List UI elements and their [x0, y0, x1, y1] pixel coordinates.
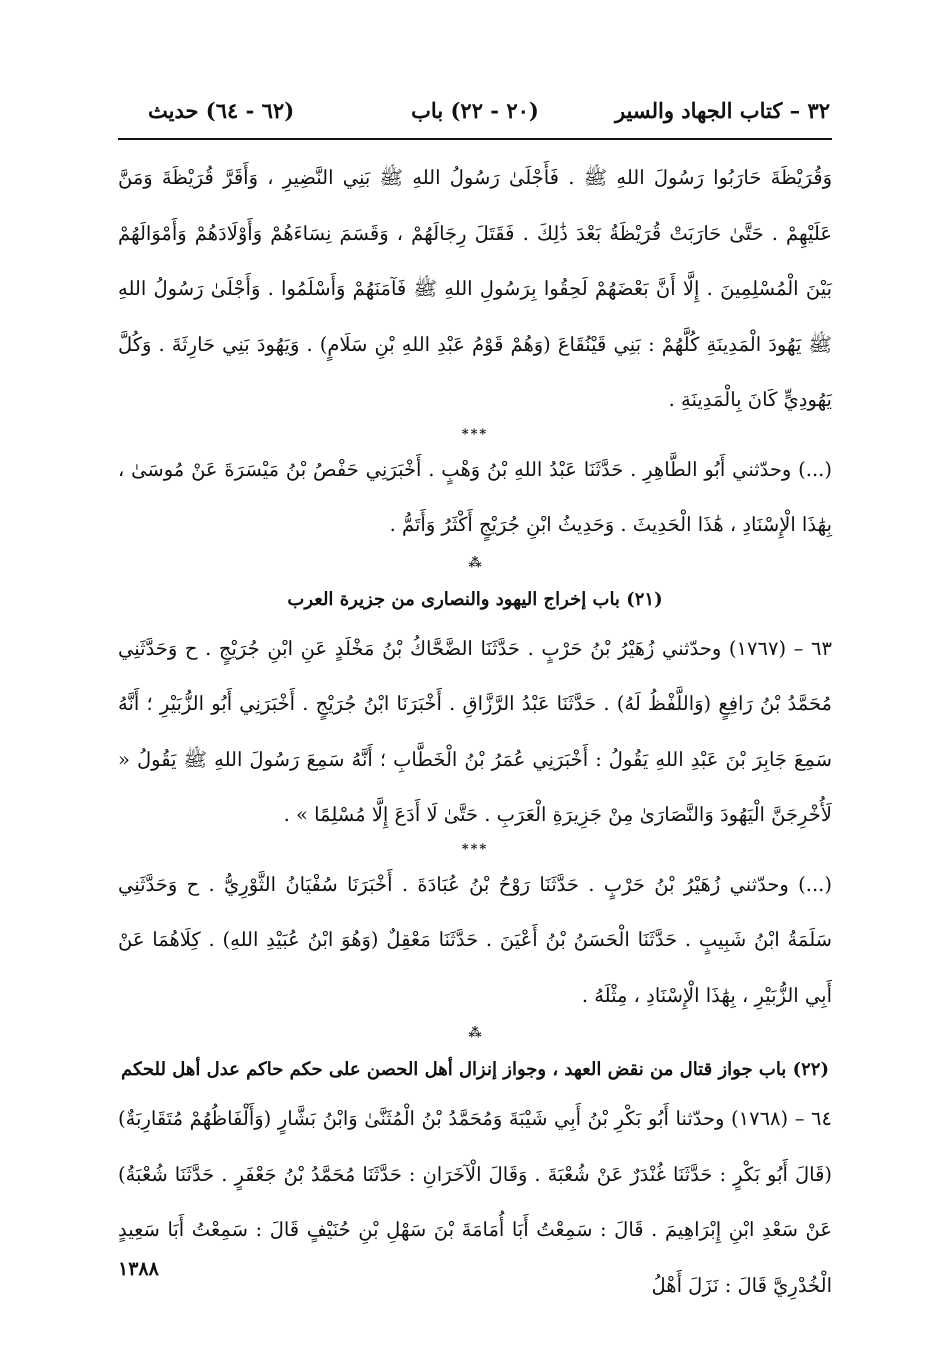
hadith-64: ٦٤ – (١٧٦٨) وحدّثنا أَبُو بَكْرِ بْنُ أَبِي شَيْبَةَ وَمُحَمَّدُ بْنُ الْمُثَنَّىٰ وَابْنُ بَشَّارٍ (وَأَلْفَاظُهُمْ مُتَقَارِبَةٌ) (قَالَ أَبُو بَكْرٍ : حَدَّثَنَا غُنْدَرٌ عَنْ شُعْبَةَ . وَقَالَ الْآخَرَانِ : حَدَّثَنَا مُحَمَّدُ بْنُ جَعْفَرٍ . حَدَّثَنَا شُعْبَةُ) عَنْ سَعْدِ ابْنِ إِبْرَاهِيمَ . قَالَ : سَمِعْتُ أَبَا أُمَامَةَ بْنَ سَهْلِ بْنِ حُنَيْفٍ قَالَ : سَمِعْتُ أَبَا سَعِيدٍ الْخُدْرِيَّ قَالَ : نَزَلَ أَهْلُ — [118, 1107, 832, 1297]
separator-asterisks: *** — [461, 841, 489, 857]
main-text — [118, 150, 832, 1313]
section-divider: ⁂ — [468, 1026, 482, 1041]
paragraph-variant-chain: (...) وحدّثني أَبُو الطَّاهِرِ . حَدَّثَنَا عَبْدُ اللهِ بْنُ وَهْبٍ . أَخْبَرَنِي حَفْصُ بْنُ مَيْسَرَةَ عَنْ مُوسَىٰ ، بِهَٰذَا الْإِسْنَادِ ، هَٰذَا الْحَدِيثَ . وَحَدِيثُ ابْنِ جُرَيْجٍ أَكْثَرُ وَأَتَمُّ . — [118, 457, 832, 536]
paragraph-variant-chain: (...) وحدّثني زُهَيْرُ بْنُ حَرْبٍ . حَدَّثَنَا رَوْحُ بْنُ عُبَادَةَ . أَخْبَرَنَا سُفْيَانُ الثَّوْرِيُّ . ح وَحَدَّثَنِي سَلَمَةُ ابْنُ شَبِيبٍ . حَدَّثَنَا الْحَسَنُ بْنُ أَعْيَنَ . حَدَّثَنَا مَعْقِلٌ (وَهُوَ ابْنُ عُبَيْدِ اللهِ) . كِلَاهُمَا عَنْ أَبِي الزُّبَيْرِ ، بِهَٰذَا الْإِسْنَادِ ، مِثْلَهُ . — [118, 872, 832, 1007]
header-bab-range: (٢٠ - ٢٢) باب — [411, 98, 539, 123]
separator-asterisks: *** — [461, 426, 489, 442]
chapter-heading-21: (٢١) باب إخراج اليهود والنصارى من جزيرة العرب — [287, 588, 663, 610]
hadith-63: ٦٣ – (١٧٦٧) وحدّثني زُهَيْرُ بْنُ حَرْبٍ . حَدَّثَنَا الضَّحَّاكُ بْنُ مَخْلَدٍ عَنِ ابْنِ جُرَيْجٍ . ح وَحَدَّثَنِي مُحَمَّدُ بْنُ رَافِعٍ (وَاللَّفْظُ لَهُ) . حَدَّثَنَا عَبْدُ الرَّزَّاقِ . أَخْبَرَنَا ابْنُ جُرَيْجٍ . أَخْبَرَنِي أَبُو الزُّبَيْرِ ؛ أَنَّهُ سَمِعَ جَابِرَ بْنَ عَبْدِ اللهِ يَقُولُ : أَخْبَرَنِي عُمَرُ بْنُ الْخَطَّابِ ؛ أَنَّهُ سَمِعَ رَسُولَ اللهِ ﷺ يَقُولُ « لَأُخْرِجَنَّ الْيَهُودَ وَالنَّصَارَىٰ مِنْ جَزِيرَةِ الْعَرَبِ . حَتَّىٰ لَا أَدَعَ إِلَّا مُسْلِمًا » . — [118, 636, 832, 826]
header-rule — [118, 138, 832, 140]
chapter-heading-22: (٢٢) باب جواز قتال من نقض العهد ، وجواز إنزال أهل الحصن على حكم حاكم عدل أهل للحكم — [121, 1059, 829, 1080]
page-number: ١٣٨٨ — [118, 1258, 159, 1280]
header-hadith-range: (٦٢ - ٦٤) حديث — [148, 98, 295, 123]
section-divider: ⁂ — [468, 555, 482, 571]
running-header — [120, 92, 830, 132]
paragraph-continuation: وَقُرَيْظَةَ حَارَبُوا رَسُولَ اللهِ ﷺ . فَأَجْلَىٰ رَسُولُ اللهِ ﷺ بَنِي النَّضِيرِ ، وَأَقَرَّ قُرَيْظَةَ وَمَنَّ عَلَيْهِمْ . حَتَّىٰ حَارَبَتْ قُرَيْظَةُ بَعْدَ ذَٰلِكَ . فَقَتَلَ رِجَالَهُمْ ، وَقَسَمَ نِسَاءَهُمْ وَأَوْلَادَهُمْ وَأَمْوَالَهُمْ بَيْنَ الْمُسْلِمِينَ . إِلَّا أَنَّ بَعْضَهُمْ لَحِقُوا بِرَسُولِ اللهِ ﷺ فَآمَنَهُمْ وَأَسْلَمُوا . وَأَجْلَىٰ رَسُولُ اللهِ ﷺ يَهُودَ الْمَدِينَةِ كُلَّهُمْ : بَنِي قَيْنُقَاعَ (وَهُمْ قَوْمُ عَبْدِ اللهِ بْنِ سَلَامٍ) . وَيَهُودَ بَنِي حَارِثَةَ . وَكُلَّ يَهُودِيٍّ كَانَ بِالْمَدِينَةِ . — [118, 166, 832, 411]
header-book-title: ٣٢ – كتاب الجهاد والسير — [614, 98, 830, 123]
